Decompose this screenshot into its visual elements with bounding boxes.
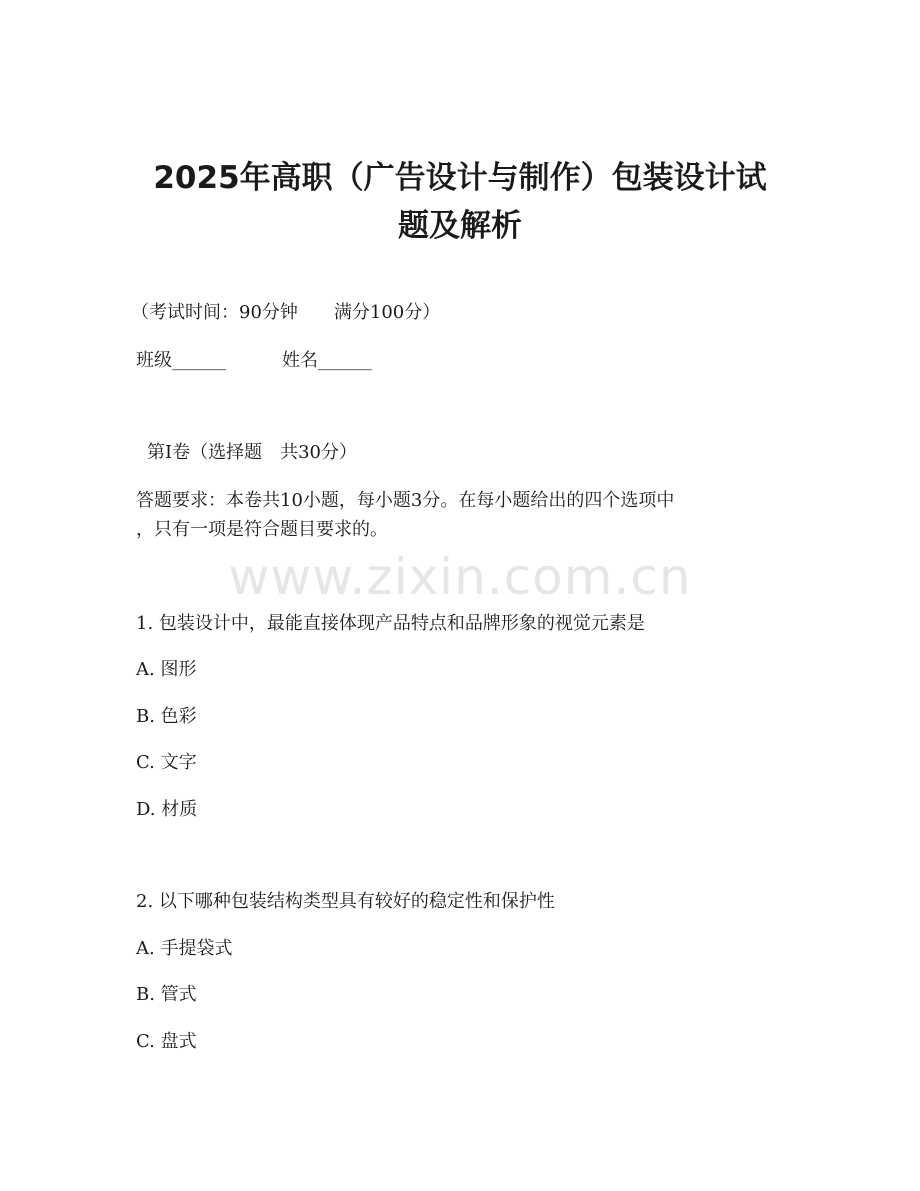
question-option: C. 盘式 bbox=[136, 1031, 197, 1052]
question-option: B. 管式 bbox=[136, 984, 197, 1005]
question-option: D. 材质 bbox=[136, 799, 198, 820]
watermark: www.zixin.com.cn bbox=[228, 548, 692, 606]
instructions-line-2: ，只有一项是符合题目要求的。 bbox=[136, 519, 388, 540]
question-option: B. 色彩 bbox=[136, 706, 197, 727]
question-stem: 1. 包装设计中，最能直接体现产品特点和品牌形象的视觉元素是 bbox=[136, 613, 645, 634]
question-option: A. 手提袋式 bbox=[136, 938, 233, 959]
document-title bbox=[60, 154, 860, 250]
class-field: 班级______ bbox=[136, 350, 226, 371]
question-stem: 2. 以下哪种包装结构类型具有较好的稳定性和保护性 bbox=[136, 891, 555, 912]
question-option: C. 文字 bbox=[136, 752, 197, 773]
question-option: A. 图形 bbox=[136, 659, 197, 680]
instructions-line-1: 答题要求：本卷共10小题，每小题3分。在每小题给出的四个选项中 bbox=[136, 490, 675, 511]
student-info bbox=[136, 348, 372, 374]
name-field: 姓名______ bbox=[282, 350, 372, 371]
section-title: 第Ⅰ卷（选择题 共30分） bbox=[147, 442, 358, 463]
exam-info: （考试时间：90分钟 满分100分） bbox=[131, 302, 441, 323]
title-line-1: 2025年高职（广告设计与制作）包装设计试 bbox=[153, 160, 767, 196]
title-line-2: 题及解析 bbox=[398, 208, 522, 244]
